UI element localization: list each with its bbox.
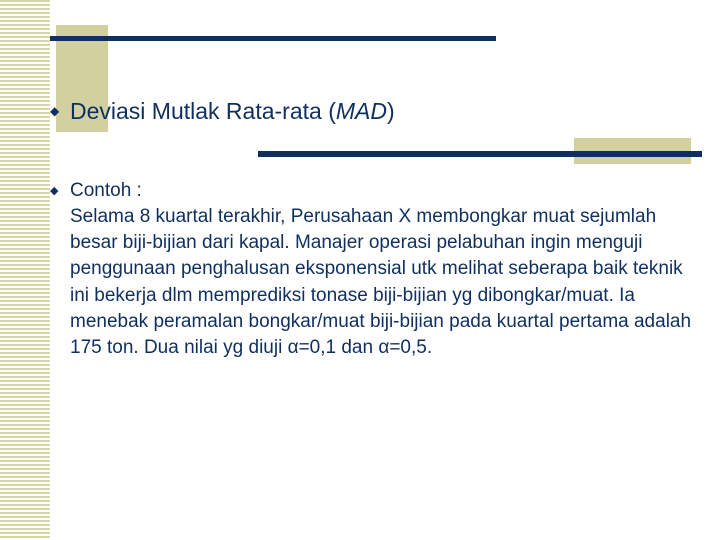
top-rule: [50, 36, 496, 41]
left-stripe-decoration: [0, 0, 50, 540]
body-paragraph: Selama 8 kuartal terakhir, Perusahaan X membongkar muat sejumlah besar biji-bijian dari kapal. Manajer operasi pelabuhan ingin menguji penggunaan penghalusan eksponensial utk melihat seberapa baik teknik ini bekerja dlm memprediksi tonase biji-bijian yg dibongkar/muat. Ia menebak peramalan bongkar/muat biji-bijian pada kuartal pertama adalah 175 ton. Dua nilai yg diuji α=0,1 dan α=0,5.: [70, 206, 692, 359]
title-emphasis: MAD: [335, 97, 387, 124]
bullet-label: Contoh :: [70, 180, 142, 201]
slide-title: [50, 95, 395, 126]
title-suffix: ): [386, 97, 395, 124]
title-prefix: Deviasi Mutlak Rata-rata (: [70, 97, 336, 124]
diamond-bullet-icon: ◆: [50, 104, 60, 118]
slide-content: [50, 178, 700, 361]
bullet-item: [50, 178, 700, 204]
diamond-bullet-icon: ◆: [50, 185, 59, 197]
mid-rule: [258, 151, 702, 157]
